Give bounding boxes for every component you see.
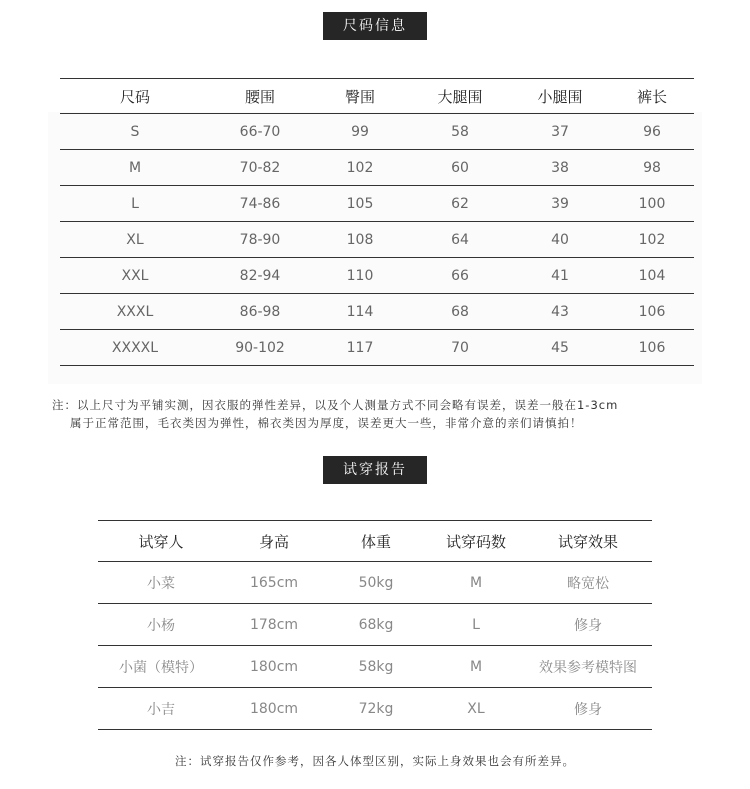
try-size-cell: XL [467,700,485,717]
header-calf: 小腿围 [537,87,583,106]
size-cell: XXL [121,267,149,284]
height-cell: 180cm [249,658,299,675]
try-report-note: 注：试穿报告仅作参考，因各人体型区别，实际上身效果也会有所差异。 [175,754,575,768]
header-person: 试穿人 [138,532,184,551]
effect-cell: 略宽松 [567,575,609,592]
waist-cell: 82-94 [239,267,281,284]
hip-cell: 99 [351,123,369,140]
person-cell: 小吉 [147,701,175,718]
effect-cell: 修身 [574,701,602,718]
hip-cell: 105 [346,195,374,212]
size-note-line2: 属于正常范围，毛衣类因为弹性，棉衣类因为厚度，误差更大一些，非常介意的亲们请慎拍！ [70,416,583,430]
person-cell: 小杨 [147,617,175,634]
table-row [60,294,694,330]
length-cell: 100 [638,195,666,212]
header-height: 身高 [258,532,289,551]
calf-cell: 37 [551,123,569,140]
hip-cell: 110 [346,267,374,284]
effect-cell: 修身 [574,617,602,634]
waist-cell: 70-82 [239,159,281,176]
waist-cell: 86-98 [239,303,281,320]
waist-cell: 90-102 [235,339,285,356]
table-row [60,258,694,294]
try-report-title: 试穿报告 [323,456,427,484]
length-cell: 106 [638,303,666,320]
table-row [60,330,694,366]
header-length: 裤长 [636,87,667,106]
table-row [98,604,652,646]
calf-cell: 38 [551,159,569,176]
header-size: 尺码 [119,87,150,106]
length-cell: 102 [638,231,666,248]
thigh-cell: 58 [451,123,469,140]
length-cell: 106 [638,339,666,356]
header-waist: 腰围 [244,87,275,106]
weight-cell: 50kg [358,574,394,591]
thigh-cell: 70 [451,339,469,356]
table-row [60,186,694,222]
height-cell: 165cm [249,574,299,591]
hip-cell: 117 [346,339,374,356]
try-size-cell: M [469,574,483,591]
length-cell: 98 [643,159,661,176]
hip-cell: 102 [346,159,374,176]
length-cell: 96 [643,123,661,140]
table-row [98,562,652,604]
thigh-cell: 62 [451,195,469,212]
weight-cell: 68kg [358,616,394,633]
height-cell: 180cm [249,700,299,717]
hip-cell: 108 [346,231,374,248]
try-report-table [98,520,652,730]
waist-cell: 66-70 [239,123,281,140]
waist-cell: 74-86 [239,195,281,212]
thigh-cell: 68 [451,303,469,320]
header-thigh: 大腿围 [437,87,483,106]
table-row [60,150,694,186]
length-cell: 104 [638,267,666,284]
calf-cell: 39 [551,195,569,212]
calf-cell: 40 [551,231,569,248]
calf-cell: 41 [551,267,569,284]
table-row [60,114,694,150]
header-hip: 臀围 [344,87,375,106]
size-table-header [60,78,694,114]
size-cell: M [128,159,142,176]
size-cell: S [130,123,140,140]
person-cell: 小菜 [147,575,175,592]
calf-cell: 45 [551,339,569,356]
table-row [98,688,652,730]
effect-cell: 效果参考模特图 [539,659,637,676]
thigh-cell: 64 [451,231,469,248]
size-cell: L [131,195,139,212]
size-table [60,78,694,366]
size-cell: XL [126,231,144,248]
weight-cell: 58kg [358,658,394,675]
size-note-line1: 注：以上尺寸为平铺实测，因衣服的弹性差异，以及个人测量方式不同会略有误差，误差一般在1-3cm [52,398,619,412]
try-size-cell: M [469,658,483,675]
table-row [98,646,652,688]
try-table-header [98,520,652,562]
hip-cell: 114 [346,303,374,320]
size-cell: XXXL [116,303,154,320]
size-info-title: 尺码信息 [323,12,427,40]
header-weight: 体重 [360,532,391,551]
thigh-cell: 66 [451,267,469,284]
height-cell: 178cm [249,616,299,633]
thigh-cell: 60 [451,159,469,176]
table-row [60,222,694,258]
waist-cell: 78-90 [239,231,281,248]
weight-cell: 72kg [358,700,394,717]
size-cell: XXXXL [111,339,159,356]
header-try-size: 试穿码数 [445,532,506,551]
calf-cell: 43 [551,303,569,320]
try-size-cell: L [472,616,480,633]
header-effect: 试穿效果 [557,532,618,551]
person-cell: 小菌（模特） [119,659,203,676]
